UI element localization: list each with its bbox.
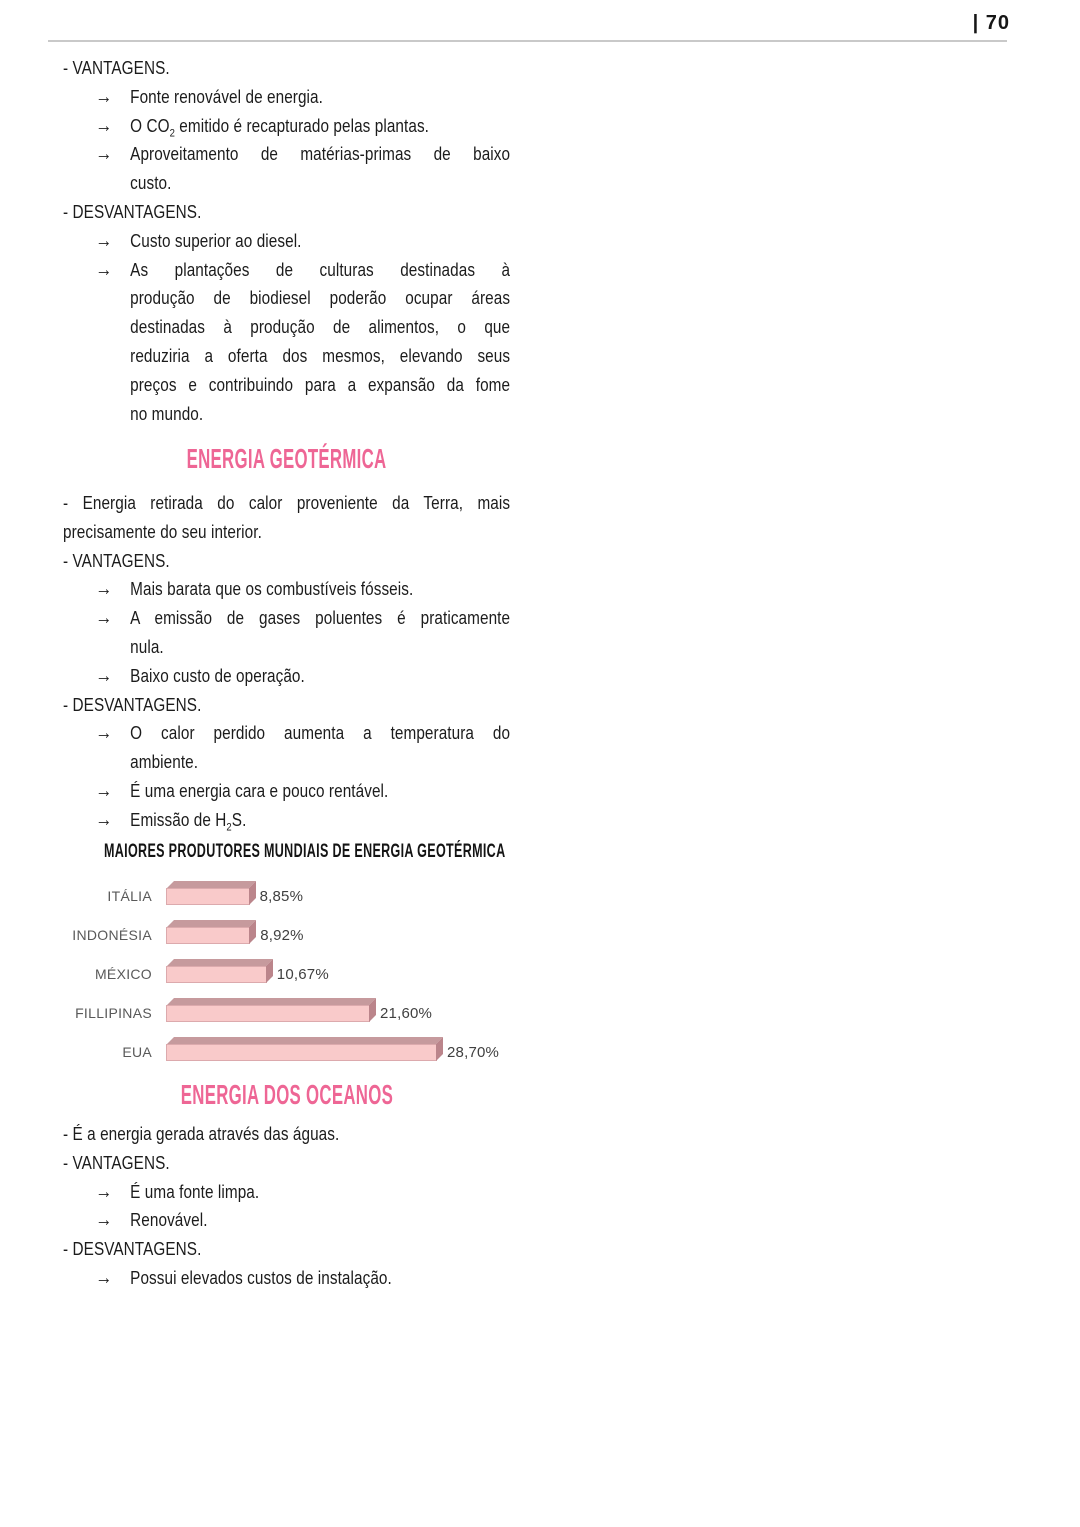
bar-value: 8,92% [260, 927, 304, 944]
bar-value: 10,67% [276, 966, 329, 983]
subscript: 2 [169, 127, 175, 140]
arrow-bullet-icon: → [95, 808, 113, 831]
text-line [63, 371, 510, 400]
arrow-bullet-icon: → [95, 1209, 113, 1232]
text-line: - DESVANTAGENS. [63, 694, 202, 715]
subscript: 2 [226, 821, 232, 834]
arrow-bullet-icon: → [95, 143, 113, 166]
arrow-bullet-icon: → [95, 229, 113, 252]
bar-3d [166, 888, 250, 905]
line-text: no mundo. [130, 403, 204, 424]
header-rule [48, 40, 1007, 42]
arrow-bullet-icon: → [95, 1180, 113, 1203]
heading-text: ENERGIA DOS OCEANOS [180, 1079, 393, 1110]
arrow-bullet-icon: → [95, 114, 113, 137]
bar-value: 8,85% [259, 888, 304, 905]
bar-value: 28,70% [447, 1044, 500, 1061]
text-line: - VANTAGENS. [63, 550, 170, 571]
text-line [63, 140, 510, 169]
text-line [63, 777, 510, 806]
arrow-bullet-icon: → [95, 722, 113, 745]
bar-label: ITÁLIA [107, 888, 152, 904]
line-text: As plantações de culturas destinadas à [130, 259, 511, 280]
text-line [63, 256, 510, 285]
text-line: - DESVANTAGENS. [63, 201, 202, 222]
arrow-bullet-icon: → [95, 664, 113, 687]
text-line [63, 284, 510, 313]
text-line [63, 1264, 510, 1293]
line-text: custo. [130, 173, 172, 194]
line-text: Emissão de H [130, 809, 227, 830]
line-text: O CO [130, 115, 170, 136]
line-text: Custo superior ao diesel. [130, 230, 302, 251]
arrow-bullet-icon: → [95, 1266, 113, 1289]
bar-label: EUA [122, 1044, 152, 1060]
bar-row [63, 927, 304, 944]
text-line [63, 748, 510, 777]
bar-3d [166, 1044, 437, 1061]
line-text: O calor perdido aumenta a temperatura do [130, 723, 511, 744]
line-text: Aproveitamento de matérias-primas de baixo [130, 144, 511, 165]
text-line [63, 604, 510, 633]
bar-label: MÉXICO [94, 966, 152, 982]
bar-label: INDONÉSIA [72, 927, 152, 943]
line-text: preços e contribuindo para a expansão da fome [130, 374, 511, 395]
text-line: precisamente do seu interior. [63, 521, 262, 542]
line-text: nula. [130, 636, 164, 657]
arrow-bullet-icon: → [95, 779, 113, 802]
bar-3d [166, 1005, 370, 1022]
text-line [63, 342, 510, 371]
bar-3d [166, 927, 250, 944]
text-line [63, 575, 510, 604]
line-text: É uma fonte limpa. [130, 1181, 260, 1202]
line-text: reduziria a oferta dos mesmos, elevando seus [130, 345, 511, 366]
arrow-bullet-icon: → [95, 258, 113, 281]
line-text: Possui elevados custos de instalação. [130, 1267, 392, 1288]
line-text: Fonte renovável de energia. [130, 86, 323, 107]
text-line [63, 83, 510, 112]
text-line: - VANTAGENS. [63, 58, 170, 78]
arrow-bullet-icon: → [95, 85, 113, 108]
text-line [63, 1178, 510, 1207]
line-text: produção de biodiesel poderão ocupar áreas [130, 288, 511, 309]
bar-row [63, 888, 303, 905]
bar-row [63, 1005, 432, 1022]
line-text: É uma energia cara e pouco rentável. [130, 780, 389, 801]
line-text: Renovável. [130, 1210, 208, 1231]
text-line [63, 662, 510, 691]
text-line [63, 169, 510, 198]
text-line [63, 112, 510, 141]
text-line [63, 633, 510, 662]
chart-title: MAIORES PRODUTORES MUNDIAIS DE ENERGIA GEOTÉRMICA [104, 841, 506, 862]
text-line [63, 719, 510, 748]
bar-3d [166, 966, 267, 983]
line-text: S. [231, 809, 247, 830]
page-number: | 70 [972, 12, 1010, 34]
section-heading-oceanos [63, 1080, 510, 1110]
line-text: Mais barata que os combustíveis fósseis. [130, 579, 414, 600]
text-line [63, 227, 510, 256]
arrow-bullet-icon: → [95, 578, 113, 601]
bar-label: FILLIPINAS [75, 1005, 152, 1021]
text-line: - Energia retirada do calor proveniente da Terra, mais [63, 493, 511, 513]
text-line: - VANTAGENS. [63, 1152, 170, 1173]
heading-text: ENERGIA GEOTÉRMICA [186, 443, 387, 474]
text-line [63, 313, 510, 342]
bar-row [63, 966, 329, 983]
arrow-bullet-icon: → [95, 607, 113, 630]
line-text: A emissão de gases poluentes é praticamente [130, 608, 511, 629]
text-line [63, 400, 510, 429]
notes-block-oceanos [63, 1120, 589, 1293]
bar-value: 21,60% [380, 1005, 433, 1022]
text-line [63, 806, 510, 835]
notes-block-biodiesel [63, 54, 589, 428]
section-heading-geotermica [63, 444, 510, 474]
text-line: - DESVANTAGENS. [63, 1239, 202, 1260]
line-text: destinadas à produção de alimentos, o que [130, 317, 511, 338]
text-line [63, 1206, 510, 1235]
line-text: Baixo custo de operação. [130, 665, 305, 686]
bar-row [63, 1044, 499, 1061]
notes-block-geotermica [63, 489, 589, 835]
line-text: emitido é recapturado pelas plantas. [174, 115, 430, 136]
line-text: ambiente. [130, 752, 199, 773]
text-line: - É a energia gerada através das águas. [63, 1124, 340, 1144]
